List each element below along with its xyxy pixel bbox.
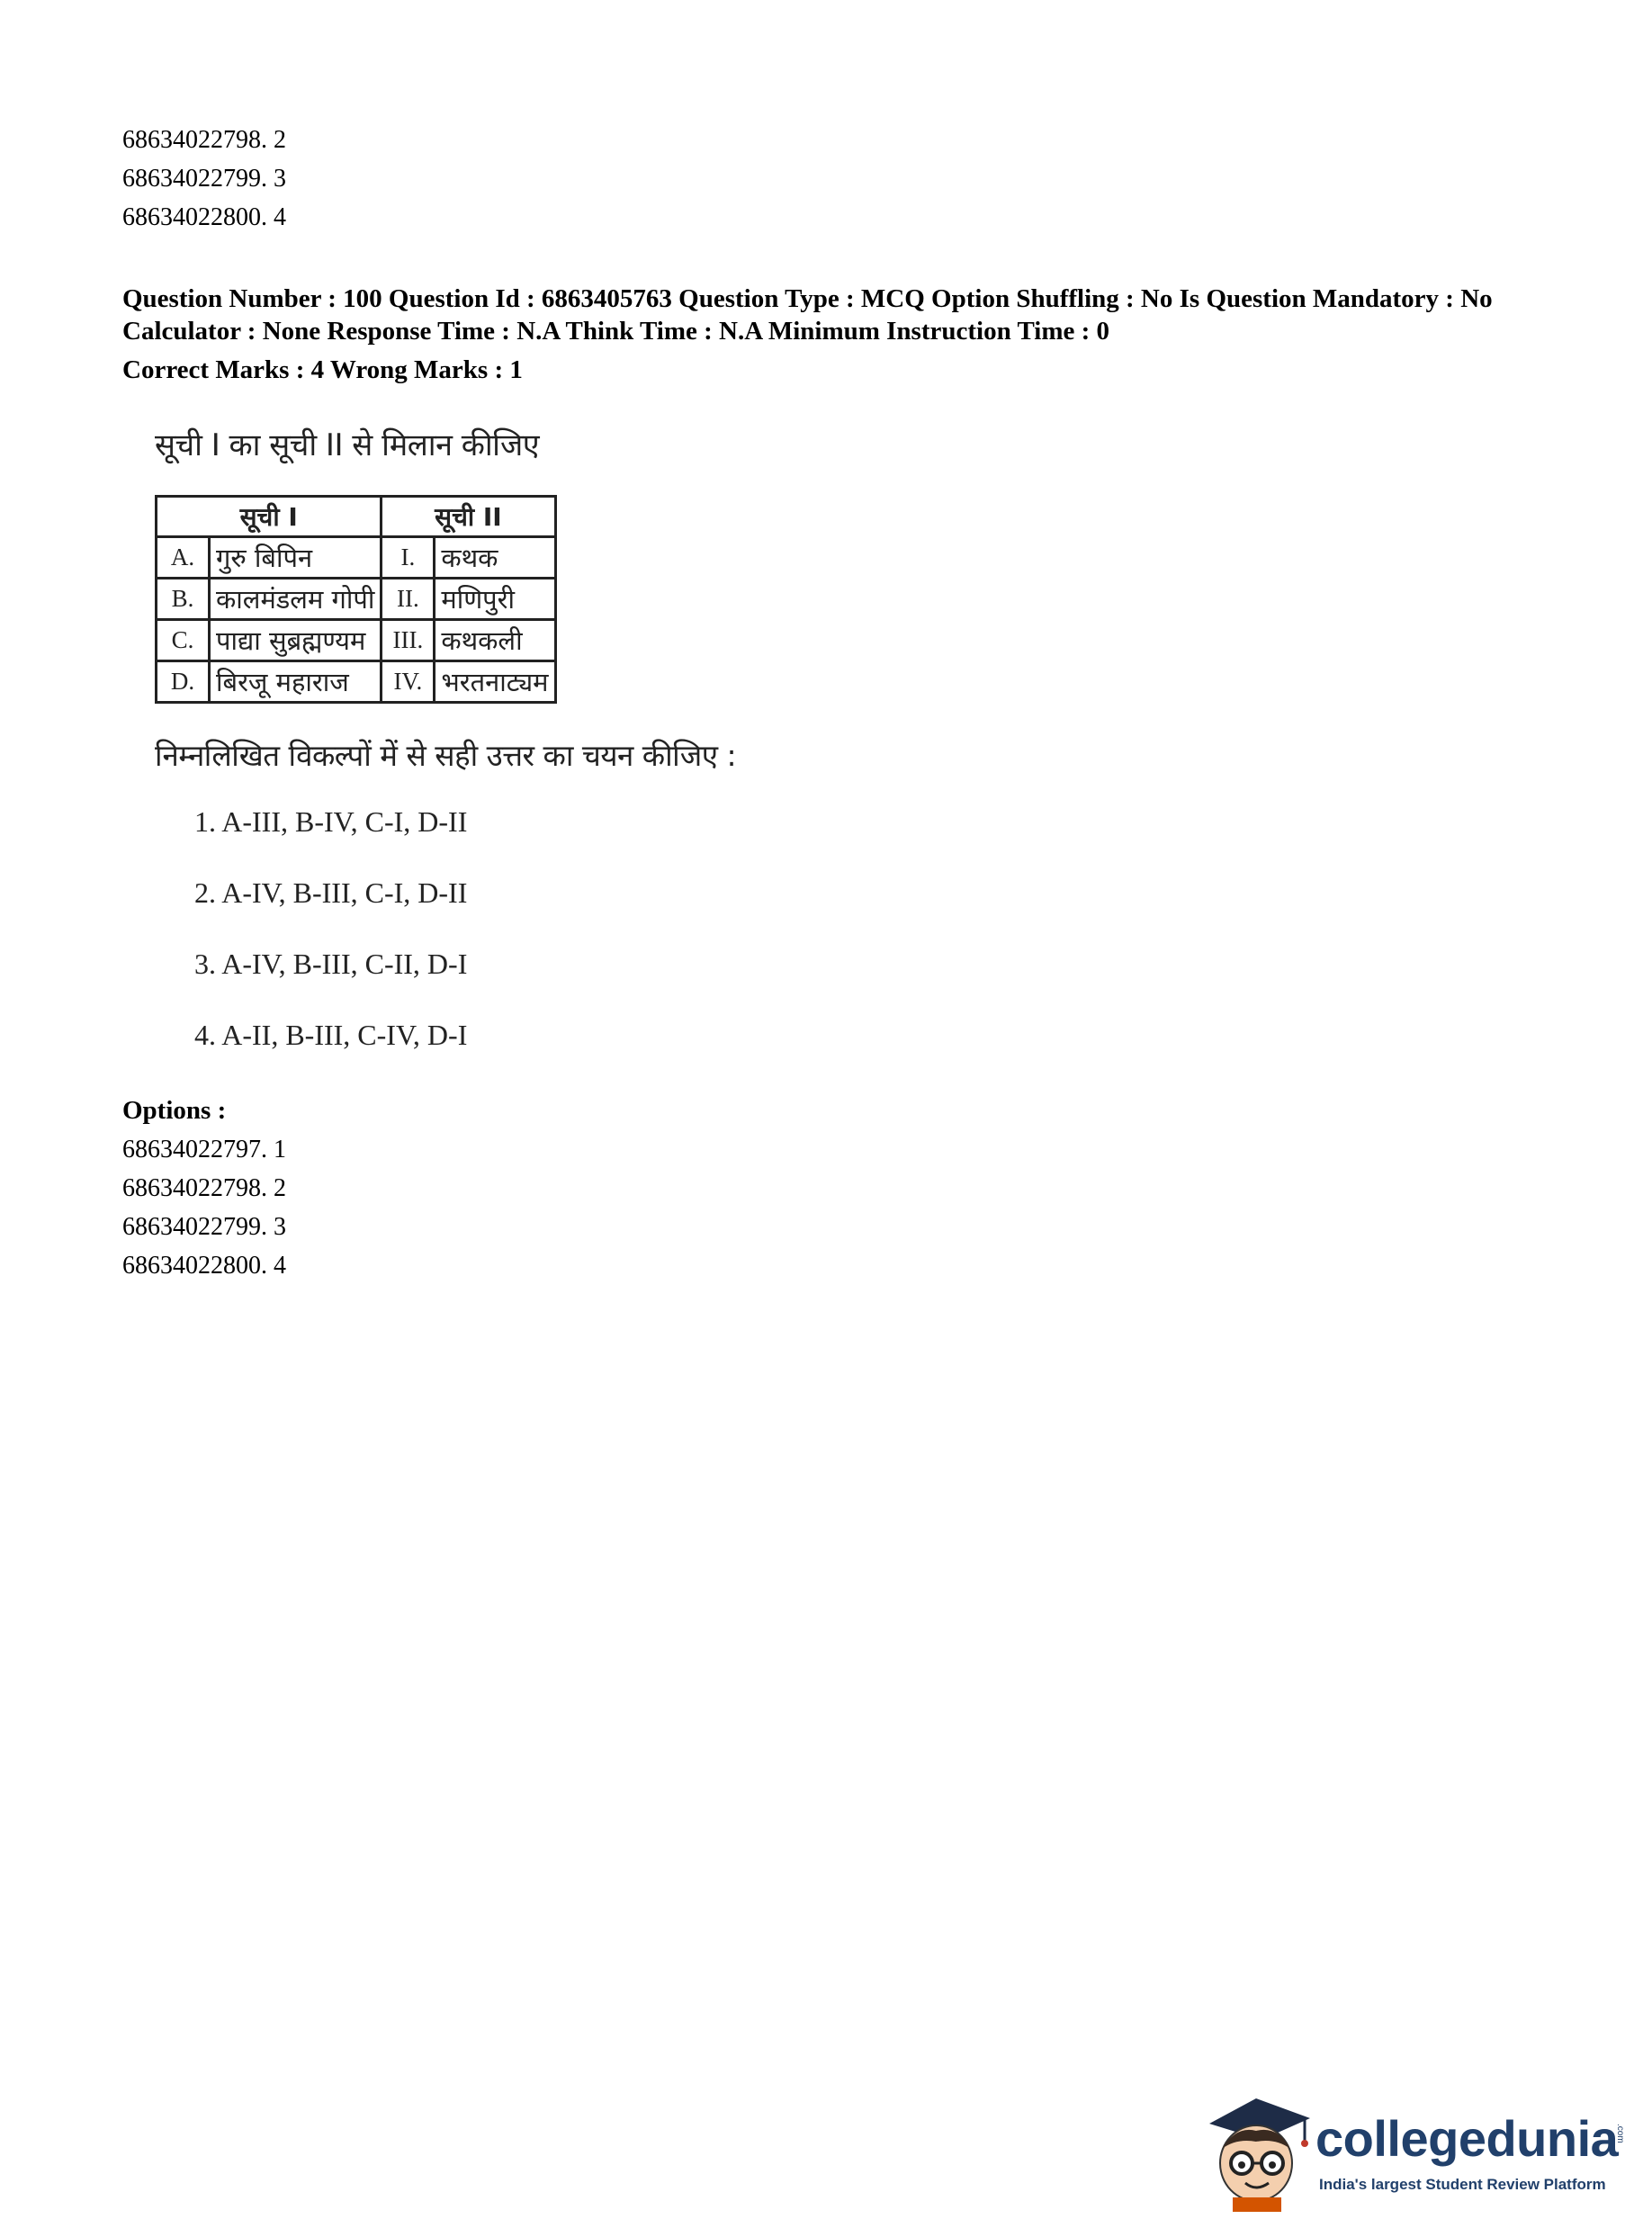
option-line: 68634022800. 4: [122, 1252, 286, 1280]
logo-suffix: .com: [1615, 2124, 1625, 2143]
question-image: [155, 423, 839, 1086]
row-code-1: A.: [157, 537, 210, 579]
list-1-header: सूची I: [157, 497, 382, 537]
options-label: Options :: [122, 1096, 227, 1125]
choice-list: [155, 802, 839, 1086]
option-line: 68634022800. 4: [122, 203, 286, 231]
row-code-2: I.: [382, 537, 435, 579]
question-instruction: सूची I का सूची II से मिलान कीजिए: [155, 427, 540, 463]
table-row: [157, 620, 556, 661]
match-table: [155, 495, 557, 704]
choice-item: 3. A-IV, B-III, C-II, D-I: [194, 948, 468, 980]
previous-options-list: [122, 121, 286, 237]
question-meta: Question Number : 100 Question Id : 6863405763 Question Type : MCQ Option Shuffling : No Is Question Mandatory : No Calculator : None Response Time : N.A Think Time : N.A Minimum Instruction Time : 0: [122, 284, 1493, 346]
row-value-2: मणिपुरी: [435, 579, 555, 620]
option-line: 68634022798. 2: [122, 1174, 286, 1202]
choice-item: 2. A-IV, B-III, C-I, D-II: [194, 876, 468, 909]
row-code-2: IV.: [382, 661, 435, 703]
choice-item: 1. A-III, B-IV, C-I, D-II: [194, 805, 468, 838]
logo-tagline: India's largest Student Review Platform: [1319, 2176, 1606, 2193]
row-value-1: कालमंडलम गोपी: [210, 579, 382, 620]
row-code-1: D.: [157, 661, 210, 703]
mascot-icon: [1200, 2086, 1317, 2212]
row-value-2: कथकली: [435, 620, 555, 661]
row-value-2: भरतनाट्यम: [435, 661, 555, 703]
logo-wordmark: collegedunia: [1315, 2110, 1619, 2167]
row-value-1: पाद्या सुब्रह्मण्यम: [210, 620, 382, 661]
marks-line: Correct Marks : 4 Wrong Marks : 1: [122, 355, 523, 384]
row-code-1: B.: [157, 579, 210, 620]
table-header-row: [157, 497, 556, 537]
row-value-1: गुरु बिपिन: [210, 537, 382, 579]
option-line: 68634022798. 2: [122, 126, 286, 154]
option-line: 68634022799. 3: [122, 165, 286, 193]
options-list: [122, 1130, 286, 1285]
option-line: 68634022797. 1: [122, 1136, 286, 1163]
table-row: [157, 661, 556, 703]
list-2-header: सूची II: [382, 497, 555, 537]
row-value-1: बिरजू महाराज: [210, 661, 382, 703]
row-code-2: III.: [382, 620, 435, 661]
option-line: 68634022799. 3: [122, 1213, 286, 1241]
collegedunia-logo: [1200, 2086, 1632, 2212]
table-row: [157, 537, 556, 579]
choice-item: 4. A-II, B-III, C-IV, D-I: [194, 1019, 468, 1051]
row-code-2: II.: [382, 579, 435, 620]
table-row: [157, 579, 556, 620]
row-value-2: कथक: [435, 537, 555, 579]
row-code-1: C.: [157, 620, 210, 661]
choose-instruction: निम्नलिखित विकल्पों में से सही उत्तर का चयन कीजिए :: [155, 738, 737, 773]
